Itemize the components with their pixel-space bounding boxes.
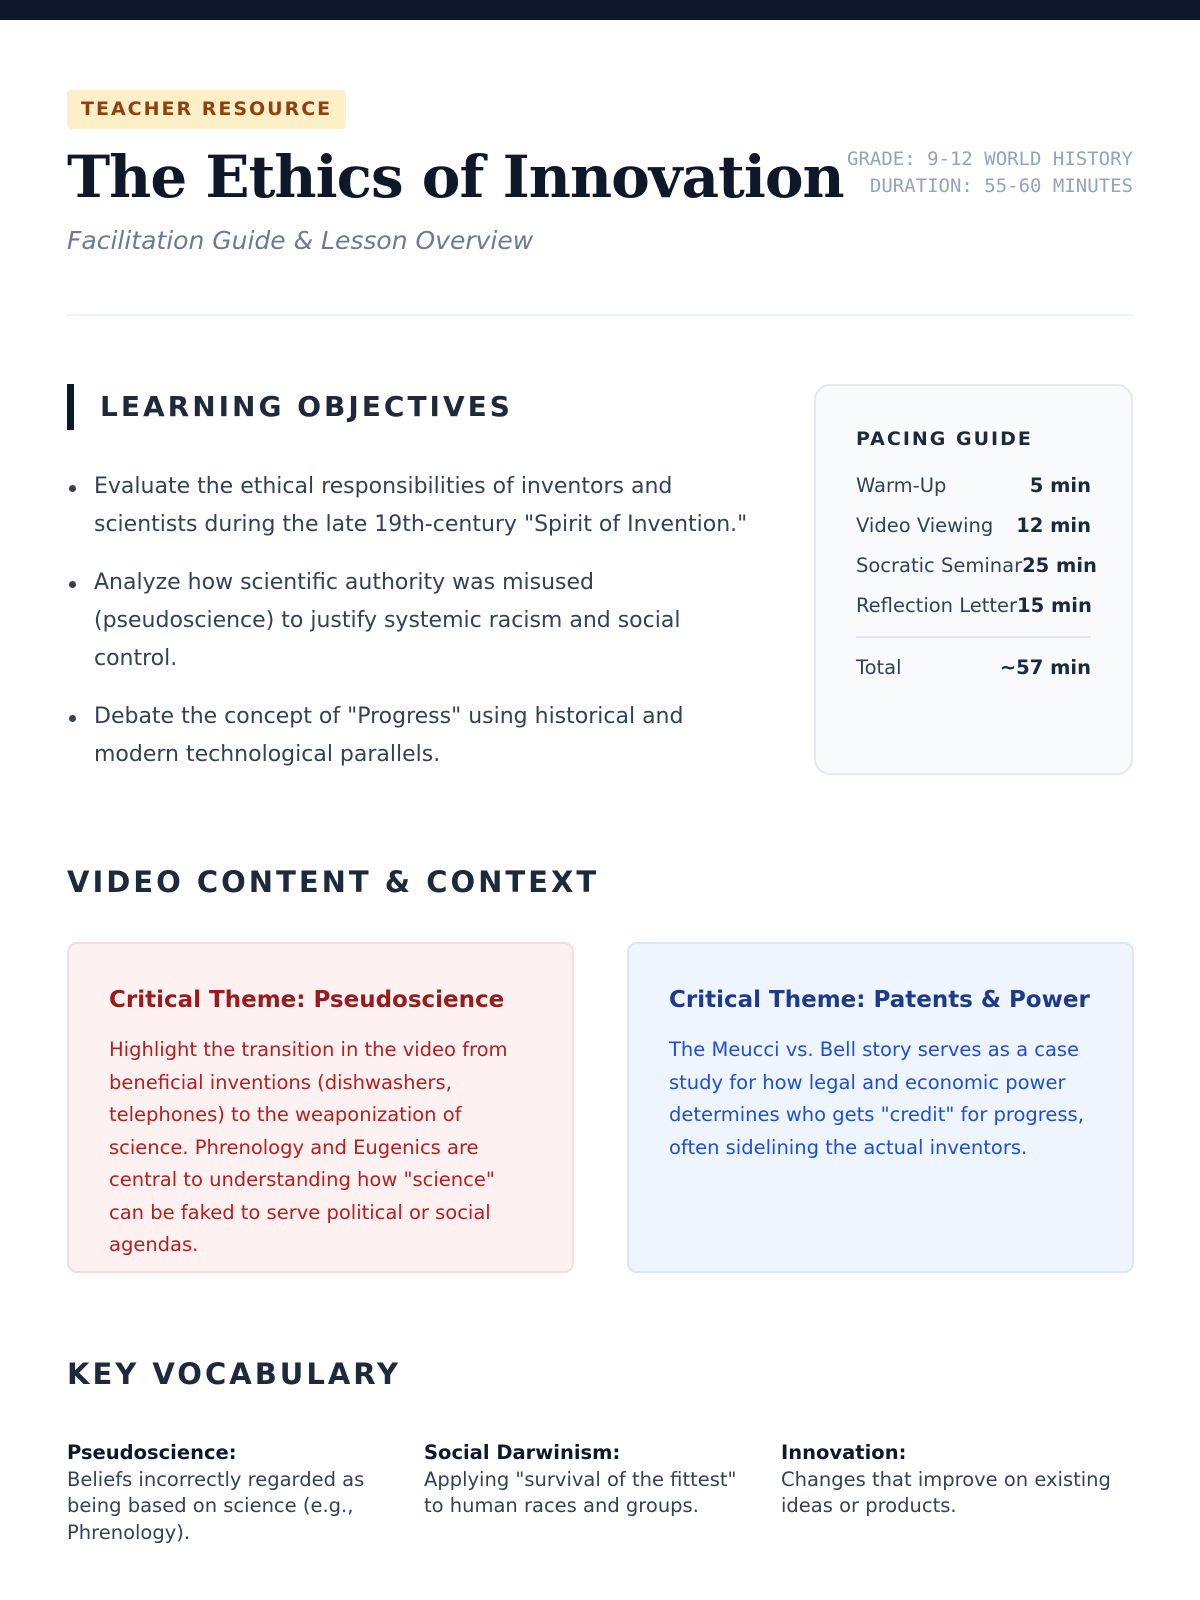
vocab-term: Innovation: bbox=[781, 1441, 907, 1464]
pacing-total-row bbox=[856, 648, 1091, 688]
page-subtitle: Facilitation Guide & Lesson Overview bbox=[67, 226, 534, 255]
theme-card-pseudoscience bbox=[67, 942, 574, 1273]
pacing-row-value: 25 min bbox=[1022, 554, 1097, 577]
pacing-row-value: 15 min bbox=[1017, 594, 1092, 617]
vocab-definition: Applying "survival of the fittest" to human races and groups. bbox=[424, 1467, 737, 1517]
pacing-row-value: 5 min bbox=[1029, 474, 1091, 497]
theme-title: Critical Theme: Patents & Power bbox=[669, 987, 1090, 1013]
pacing-guide-card bbox=[814, 384, 1133, 775]
vocab-item-innovation bbox=[781, 1440, 1111, 1520]
pacing-row-label: Reflection Letter bbox=[856, 594, 1018, 617]
key-vocabulary-heading: KEY VOCABULARY bbox=[67, 1357, 402, 1391]
pacing-row-label: Warm-Up bbox=[856, 474, 947, 497]
vocab-definition: Changes that improve on existing ideas or products. bbox=[781, 1467, 1111, 1517]
theme-card-patents-power bbox=[627, 942, 1134, 1273]
vocab-term: Pseudoscience: bbox=[67, 1441, 237, 1464]
objective-item: Evaluate the ethical responsibilities of inventors and scientists during the late 19th-century "Spirit of Invention." bbox=[67, 468, 757, 544]
pacing-row bbox=[856, 586, 1091, 626]
header-divider bbox=[67, 314, 1133, 316]
grade-label: GRADE: 9-12 WORLD HISTORY bbox=[847, 148, 1133, 170]
pacing-guide-title: PACING GUIDE bbox=[856, 428, 1033, 450]
pacing-row bbox=[856, 506, 1091, 546]
document-page bbox=[67, 0, 1133, 1600]
vocab-definition: Beliefs incorrectly regarded as being based on science (e.g., Phrenology). bbox=[67, 1467, 365, 1544]
vocab-item-pseudoscience bbox=[67, 1440, 397, 1546]
lesson-meta bbox=[847, 146, 1133, 200]
pacing-total-label: Total bbox=[856, 656, 902, 679]
pacing-row-value: 12 min bbox=[1016, 514, 1091, 537]
objective-item: Analyze how scientific authority was misused (pseudoscience) to justify systemic racism and social control. bbox=[67, 564, 757, 678]
pacing-row bbox=[856, 546, 1097, 586]
vocab-term: Social Darwinism: bbox=[424, 1441, 621, 1464]
teacher-resource-badge: TEACHER RESOURCE bbox=[67, 90, 346, 129]
duration-label: DURATION: 55-60 MINUTES bbox=[869, 175, 1133, 197]
pacing-row-label: Socratic Seminar bbox=[856, 554, 1023, 577]
video-content-heading: VIDEO CONTENT & CONTEXT bbox=[67, 865, 600, 899]
theme-body: The Meucci vs. Bell story serves as a case study for how legal and economic power determines who gets "credit" for progress, often sidelining the actual inventors. bbox=[669, 1038, 1084, 1159]
vocab-item-social-darwinism bbox=[424, 1440, 754, 1520]
objectives-list bbox=[67, 468, 757, 794]
learning-objectives-heading: LEARNING OBJECTIVES bbox=[67, 384, 513, 430]
page-title: The Ethics of Innovation bbox=[67, 143, 844, 211]
pacing-row bbox=[856, 466, 1091, 506]
theme-title: Critical Theme: Pseudoscience bbox=[109, 987, 505, 1013]
pacing-divider bbox=[856, 636, 1091, 638]
pacing-row-label: Video Viewing bbox=[856, 514, 994, 537]
objective-item: Debate the concept of "Progress" using historical and modern technological parallels. bbox=[67, 698, 757, 774]
pacing-total-value: ~57 min bbox=[999, 656, 1091, 679]
theme-body: Highlight the transition in the video from beneficial inventions (dishwashers, telephones) to the weaponization of science. Phrenology and Eugenics are central to understanding how "science" can be faked to serve political or social agendas. bbox=[109, 1038, 508, 1256]
